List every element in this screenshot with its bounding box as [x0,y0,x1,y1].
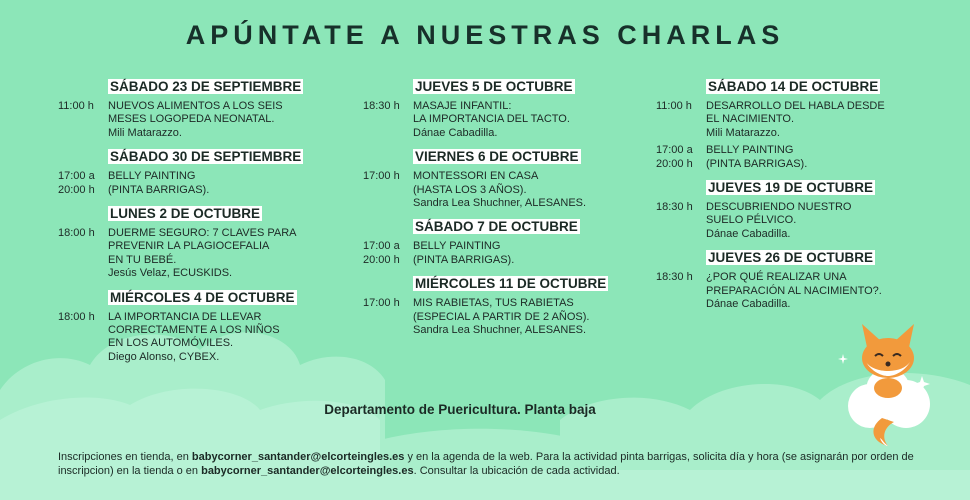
day-date: SÁBADO 7 DE OCTUBRE [415,219,578,235]
day-date: SÁBADO 14 DE OCTUBRE [708,79,879,94]
event-title-line: (PINTA BARRIGAS). [108,183,210,196]
day-block [363,218,643,267]
event-speaker: Dánae Cabadilla. [706,227,791,240]
event-title-line: (PINTA BARRIGAS). [706,157,808,170]
event-speaker: Jesús Velaz, ECUSKIDS. [108,267,233,280]
sparkle-icon [838,354,848,364]
event-speaker: Dánae Cabadilla. [413,126,498,139]
event-title-line: DESCUBRIENDO NUESTRO [706,201,852,214]
event-row [58,311,338,365]
event-description [706,144,936,171]
event-description [413,100,643,140]
event-row [363,297,643,337]
event-title-line: MASAJE INFANTIL: [413,100,512,112]
schedule-column [656,78,936,319]
event-description [413,170,643,210]
event-row [656,144,936,171]
event-row [363,240,643,267]
event-title-line: MIS RABIETAS, TUS RABIETAS [413,297,574,310]
event-time: 18:30 h [363,100,400,112]
event-title-line: LA IMPORTANCIA DE LLEVAR [108,310,262,323]
day-block [58,205,338,281]
day-block [58,148,338,197]
event-title-line: (HASTA LOS 3 AÑOS). [413,183,527,196]
event-description [108,100,338,140]
event-title-line: (ESPECIAL A PARTIR DE 2 AÑOS). [413,310,590,323]
event-title-line: CORRECTAMENTE A LOS NIÑOS [108,324,280,337]
event-description [108,227,338,281]
event-title-line: NUEVOS ALIMENTOS A LOS SEIS [108,100,283,112]
day-block [363,148,643,210]
day-date: SÁBADO 23 DE SEPTIEMBRE [110,79,302,94]
event-speaker: Mili Matarazzo. [706,126,780,139]
day-date: JUEVES 19 DE OCTUBRE [708,180,874,196]
event-title-line: BELLY PAINTING [706,144,794,157]
fox-on-cloud-illustration [828,318,948,448]
day-date: SÁBADO 30 DE SEPTIEMBRE [110,149,302,165]
event-title-line: BELLY PAINTING [413,240,501,253]
event-title-line: DESARROLLO DEL HABLA DESDE [706,100,885,112]
event-title-line: (PINTA BARRIGAS). [413,253,515,266]
footer-info: Inscripciones en tienda, en babycorner_santander@elcorteingles.es y en la agenda de la web. Para la actividad pinta barrigas, solicita día y hora (se asignarán por orden de inscripcion) en la tienda o en babycorner_santander@elcorteingles.es. Consultar la ubicación de cada actividad. [58,451,914,477]
event-speaker: Sandra Lea Shuchner, ALESANES. [413,197,587,210]
day-block [656,78,936,171]
event-time: 17:00 h [363,297,400,310]
page-title: APÚNTATE A NUESTRAS CHARLAS [185,20,785,50]
event-time: 17:00 h [363,170,400,183]
event-description [706,201,936,241]
schedule-column [363,78,643,345]
event-description [706,100,936,140]
event-row [58,100,338,140]
event-speaker: Dánae Cabadilla. [706,298,791,311]
event-description [108,311,338,365]
day-date: JUEVES 5 DE OCTUBRE [415,79,573,94]
event-description [413,297,643,337]
footer-email[interactable]: babycorner_santander@elcorteingles.es [201,465,414,477]
event-time: 17:00 a 20:00 h [656,144,693,170]
day-block [363,275,643,337]
schedule-column [58,78,338,372]
event-row [58,227,338,281]
event-row [58,170,338,197]
department-label: Departamento de Puericultura. Planta baja [324,402,596,417]
day-block [58,78,338,140]
day-date: VIERNES 6 DE OCTUBRE [415,149,579,165]
event-time: 11:00 h [58,100,94,112]
event-time: 18:00 h [58,310,95,323]
event-title-line: PREPARACIÓN AL NACIMIENTO?. [706,284,882,297]
day-block [363,78,643,140]
event-speaker: Diego Alonso, CYBEX. [108,350,220,363]
day-date: JUEVES 26 DE OCTUBRE [708,250,874,266]
event-title-line: BELLY PAINTING [108,170,196,183]
event-title-line: DUERME SEGURO: 7 CLAVES PARA [108,227,297,240]
event-description [108,170,338,197]
event-time: 18:30 h [656,271,693,284]
event-description [413,240,643,267]
event-title-line: MONTESSORI EN CASA [413,170,539,183]
event-speaker: Mili Matarazzo. [108,126,182,139]
day-date: MIÉRCOLES 11 DE OCTUBRE [415,276,607,292]
event-row [363,170,643,210]
day-date: LUNES 2 DE OCTUBRE [110,206,261,222]
event-time: 18:00 h [58,227,95,240]
event-title-line: EL NACIMIENTO. [706,113,795,126]
event-title-line: EN LOS AUTOMÓVILES. [108,337,234,350]
event-time: 18:30 h [656,201,693,214]
event-row [656,271,936,311]
event-row [656,100,936,140]
event-title-line: SUELO PÉLVICO. [706,214,797,227]
event-title-line: LA IMPORTANCIA DEL TACTO. [413,113,570,126]
event-title-line: ¿POR QUÉ REALIZAR UNA [706,271,847,284]
event-speaker: Sandra Lea Shuchner, ALESANES. [413,324,587,337]
event-time: 17:00 a 20:00 h [58,170,95,196]
event-time: 17:00 a 20:00 h [363,240,400,266]
event-row [656,201,936,241]
event-title-line: MESES LOGOPEDA NEONATAL. [108,113,275,126]
day-block [58,289,338,365]
event-title-line: EN TU BEBÉ. [108,253,177,266]
day-block [656,249,936,311]
footer-email[interactable]: babycorner_santander@elcorteingles.es [191,451,405,463]
event-description [706,271,936,311]
event-row [363,100,643,140]
event-title-line: PREVENIR LA PLAGIOCEFALIA [108,240,270,253]
day-block [656,179,936,241]
event-time: 11:00 h [656,100,692,112]
day-date: MIÉRCOLES 4 DE OCTUBRE [110,289,295,305]
